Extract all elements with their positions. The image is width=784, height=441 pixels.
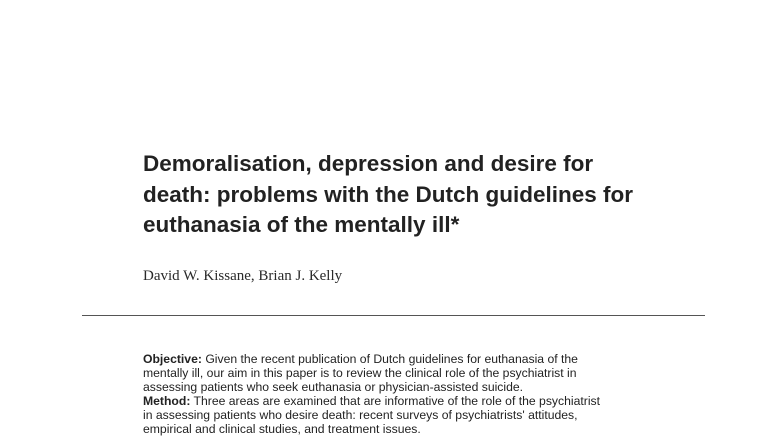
objective-label: Objective: [143,352,202,366]
abstract-line [143,394,663,408]
paper-title [143,149,743,241]
title-line: euthanasia of the mentally ill* [143,212,460,237]
title-line: Demoralisation, depression and desire for [143,151,594,176]
author-list: David W. Kissane, Brian J. Kelly [143,268,343,284]
abstract-line: empirical and clinical studies, and treatment issues. [143,422,421,436]
abstract-line: in assessing patients who desire death: recent surveys of psychiatrists' attitudes, [143,408,578,422]
method-label: Method: [143,394,191,408]
abstract [143,352,663,436]
method-text: Three areas are examined that are informative of the role of the psychiatrist [190,394,601,408]
abstract-line: mentally ill, our aim in this paper is to review the clinical role of the psychiatrist in [143,366,577,380]
abstract-line: assessing patients who seek euthanasia or physician-assisted suicide. [143,380,524,394]
title-line: death: problems with the Dutch guidelines for [143,181,634,207]
section-divider [82,315,705,316]
abstract-line [143,352,663,366]
objective-text: Given the recent publication of Dutch guidelines for euthanasia of the [201,352,578,366]
